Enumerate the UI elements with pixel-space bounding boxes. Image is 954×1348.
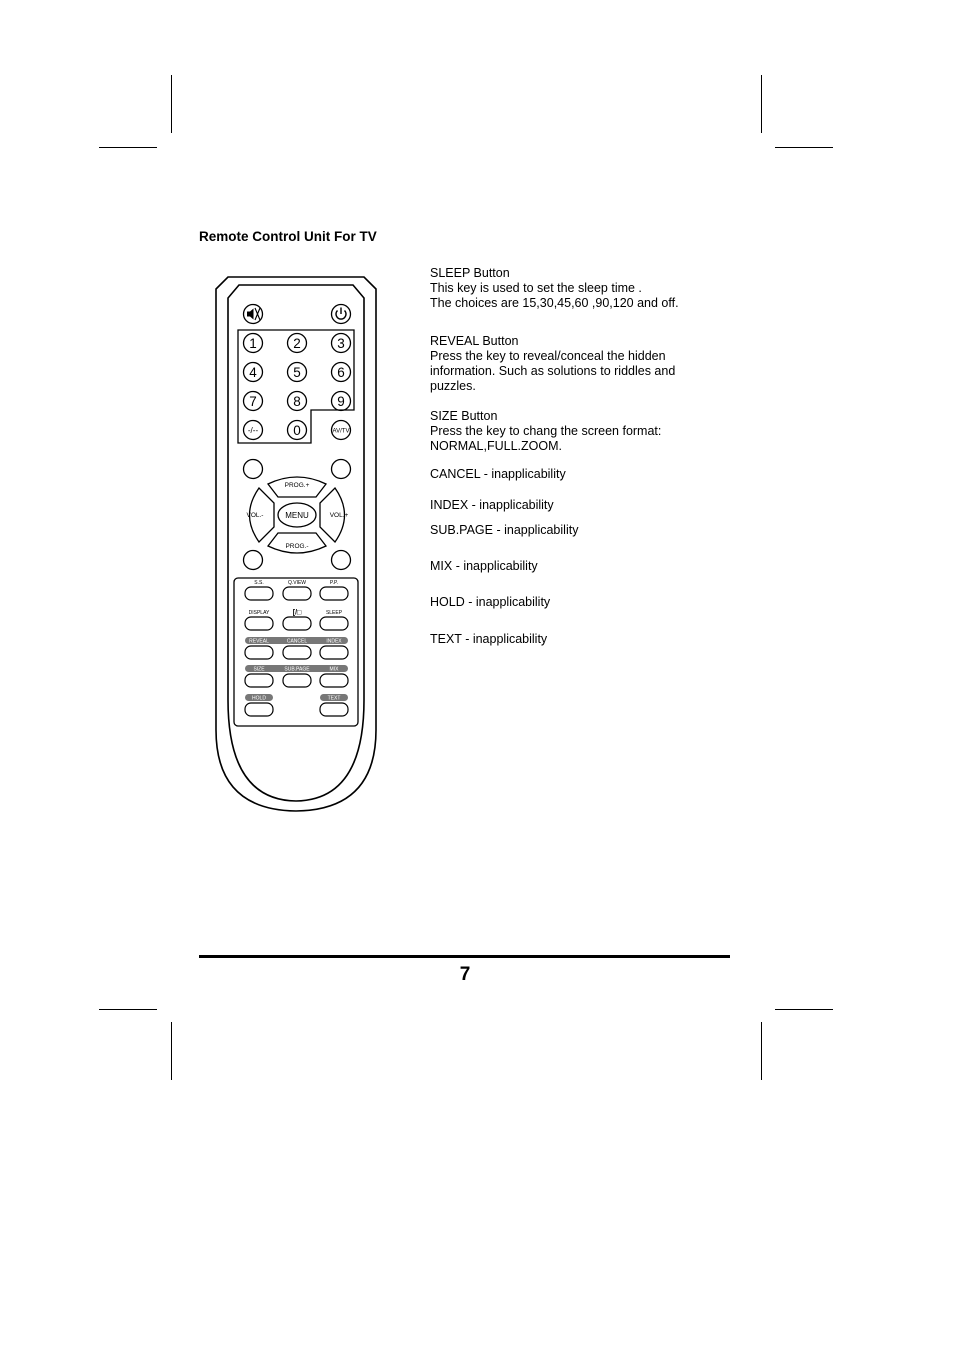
svg-text:SUB.PAGE: SUB.PAGE (284, 666, 310, 673)
sleep-description: SLEEP Button This key is used to set the sleep time . The choices are 15,30,45,60 ,90,120 and off. (430, 266, 679, 310)
cancel-description: CANCEL - inapplicability (430, 467, 566, 481)
svg-text:SIZE: SIZE (253, 666, 265, 673)
digit-9-button[interactable] (332, 392, 351, 411)
digit-5-button[interactable] (288, 363, 307, 382)
svg-text:5: 5 (293, 365, 301, 380)
footer-rule (199, 955, 730, 958)
reveal-description: REVEAL Button Press the key to reveal/conceal the hidden information. Such as solutions to riddles and puzzles. (430, 334, 676, 393)
hold-button[interactable] (245, 703, 273, 716)
power-button[interactable] (332, 305, 351, 324)
svg-text:3: 3 (337, 336, 345, 351)
svg-text:[/□: [/□ (292, 609, 302, 617)
crop-mark (761, 1022, 762, 1080)
pp-button[interactable] (320, 587, 348, 600)
svg-text:1: 1 (249, 336, 257, 351)
text-button[interactable] (320, 703, 348, 716)
svg-text:9: 9 (337, 394, 345, 409)
svg-text:0: 0 (293, 423, 301, 438)
svg-text:7: 7 (249, 394, 257, 409)
mix-description: MIX - inapplicability (430, 559, 538, 573)
svg-text:INDEX: INDEX (326, 638, 342, 645)
page-number: 7 (459, 964, 471, 985)
prog-down-label: PROG.- (285, 543, 309, 550)
dash-button[interactable] (244, 421, 263, 440)
index-button[interactable] (320, 646, 348, 659)
reveal-button[interactable] (245, 646, 273, 659)
svg-text:HOLD: HOLD (252, 695, 266, 702)
svg-text:6: 6 (337, 365, 345, 380)
digit-1-button[interactable] (244, 334, 263, 353)
crop-mark (171, 1022, 172, 1080)
cancel-button[interactable] (283, 646, 311, 659)
digit-8-button[interactable] (288, 392, 307, 411)
svg-text:P.P.: P.P. (329, 580, 339, 586)
digit-6-button[interactable] (332, 363, 351, 382)
svg-text:REVEAL: REVEAL (249, 638, 269, 645)
svg-text:CANCEL: CANCEL (286, 638, 308, 645)
av-tv-button[interactable] (332, 421, 351, 440)
menu-label: MENU (285, 511, 309, 520)
prog-up-label: PROG.+ (284, 482, 310, 489)
digit-2-button[interactable] (288, 334, 307, 353)
mute-icon (247, 308, 260, 320)
subpage-description: SUB.PAGE - inapplicability (430, 523, 579, 537)
digit-4-button[interactable] (244, 363, 263, 382)
crop-mark (99, 147, 157, 148)
svg-text:DISPLAY: DISPLAY (248, 610, 270, 616)
svg-text:Q.VIEW: Q.VIEW (287, 580, 307, 586)
crop-mark (171, 75, 172, 133)
sleep-button[interactable] (320, 617, 348, 630)
crop-mark (761, 75, 762, 133)
svg-text:-/--: -/-- (247, 426, 259, 435)
subpage-button[interactable] (283, 674, 311, 687)
svg-text:S.S.: S.S. (254, 580, 264, 586)
size-button[interactable] (245, 674, 273, 687)
qview-button[interactable] (283, 587, 311, 600)
hold-description: HOLD - inapplicability (430, 595, 551, 609)
svg-text:2: 2 (293, 336, 301, 351)
power-icon (336, 308, 346, 320)
svg-text:TEXT: TEXT (327, 695, 341, 702)
corner-button[interactable] (332, 460, 351, 479)
corner-button[interactable] (244, 460, 263, 479)
vol-down-label: VOL.- (246, 512, 264, 519)
size-description: SIZE Button Press the key to chang the screen format: NORMAL,FULL.ZOOM. (430, 409, 662, 453)
crop-mark (99, 1009, 157, 1010)
corner-button[interactable] (244, 551, 263, 570)
ss-button[interactable] (245, 587, 273, 600)
mix-button[interactable] (320, 674, 348, 687)
display-button[interactable] (245, 617, 273, 630)
text-description: TEXT - inapplicability (430, 632, 548, 646)
crop-mark (775, 147, 833, 148)
remote-control-illustration (210, 270, 382, 816)
svg-text:SLEEP: SLEEP (325, 610, 343, 616)
page-title: Remote Control Unit For TV (199, 229, 377, 244)
svg-text:8: 8 (293, 394, 301, 409)
index-description: INDEX - inapplicability (430, 498, 554, 512)
svg-text:4: 4 (249, 365, 257, 380)
svg-text:MIX: MIX (329, 666, 339, 673)
digit-3-button[interactable] (332, 334, 351, 353)
mute-button[interactable] (244, 305, 263, 324)
teletext-mode-button[interactable] (283, 617, 311, 630)
vol-up-label: VOL.+ (329, 512, 349, 519)
digit-0-button[interactable] (288, 421, 307, 440)
digit-7-button[interactable] (244, 392, 263, 411)
crop-mark (775, 1009, 833, 1010)
svg-text:AV/TV: AV/TV (332, 428, 350, 435)
corner-button[interactable] (332, 551, 351, 570)
